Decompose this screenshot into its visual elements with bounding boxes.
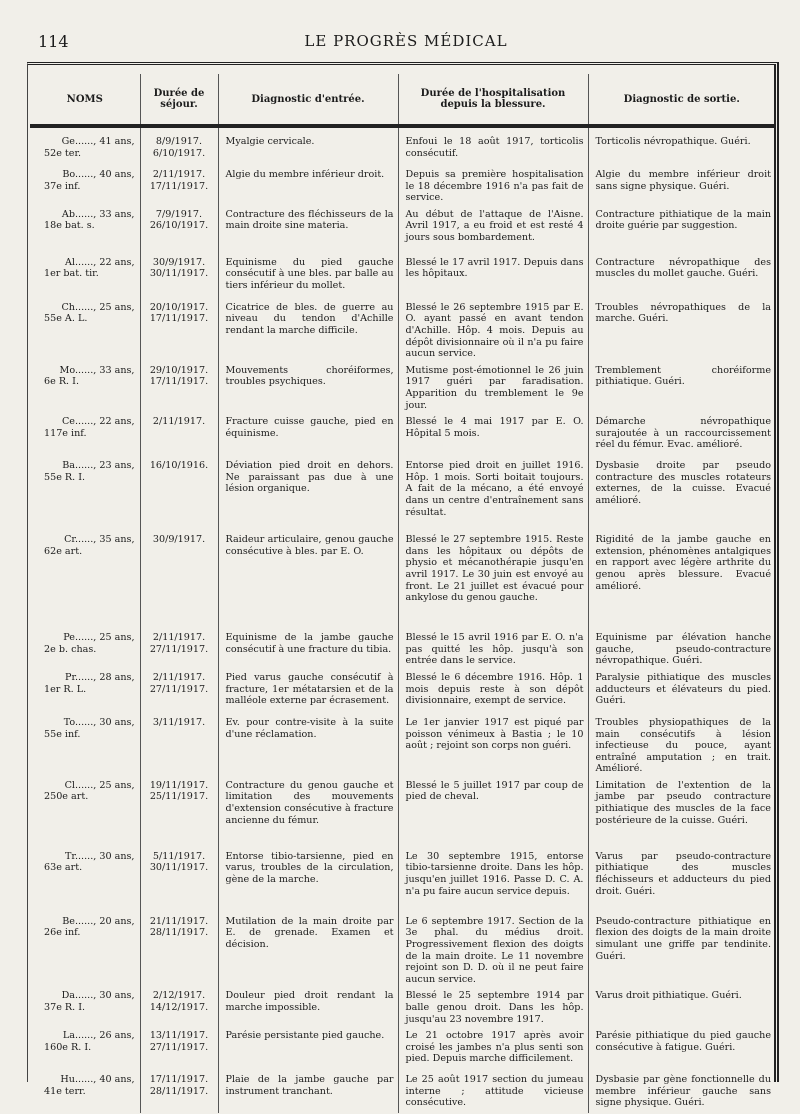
- table-row: [30, 252, 775, 297]
- stay-date: 29/10/1917.: [149, 364, 209, 376]
- stay-date: 6/10/1917.: [152, 147, 206, 159]
- hospitalisation-duration-cell: Blessé le 25 septembre 1914 par balle genou droit. Dans les hôp. jusqu'au 23 novembre 1917.: [398, 985, 588, 1025]
- patient-unit: 18e bat. s.: [44, 220, 95, 232]
- exit-diagnosis-cell: Rigidité de la jambe gauche en extension, phénomènes antalgiques en rapport avec légère arthrite du genou après blessure. Evacué amélioré.: [588, 529, 775, 627]
- stay-dates-cell: [140, 529, 218, 627]
- entry-diagnosis-cell: Cicatrice de bles. de guerre au niveau du tendon d'Achille rendant la marche difficile.: [218, 297, 398, 360]
- hospitalisation-duration-cell: Blessé le 15 avril 1916 par E. O. n'a pas quitté les hôp. jusqu'à son entrée dans le service.: [398, 627, 588, 667]
- patient-unit: 2e b. chas.: [44, 643, 97, 655]
- entry-diagnosis-cell: Fracture cuisse gauche, pied en équinisme.: [218, 411, 398, 455]
- patient-name: Bo......, 40 ans,: [62, 169, 135, 180]
- hospitalisation-duration-cell: Blessé le 26 septembre 1915 par E. O. ayant passé en avant tendon d'Achille. Hôp. 4 mois. Depuis au dépôt divisionnaire où il n'a pu faire aucun service.: [398, 297, 588, 360]
- entry-diagnosis-cell: Equinisme de la jambe gauche consécutif à une fracture du tibia.: [218, 627, 398, 667]
- hospitalisation-duration-cell: Blessé le 4 mai 1917 par E. O. Hôpital 5 mois.: [398, 411, 588, 455]
- entry-diagnosis-cell: Myalgie cervicale.: [218, 126, 398, 164]
- stay-date: 13/11/1917.: [149, 1030, 209, 1042]
- patient-unit: 37e R. I.: [44, 1002, 86, 1014]
- patient-name-cell: [30, 252, 140, 297]
- stay-dates-cell: [140, 297, 218, 360]
- stay-dates-cell: [140, 911, 218, 986]
- stay-date: 7/9/1917.: [155, 208, 203, 220]
- patient-name-cell: [30, 667, 140, 712]
- stay-date: 17/11/1917.: [149, 180, 209, 192]
- stay-dates-cell: [140, 455, 218, 529]
- exit-diagnosis-cell: Algie du membre inférieur droit sans signe physique. Guéri.: [588, 164, 775, 204]
- patient-name: Ce......, 22 ans,: [61, 416, 135, 428]
- patient-name-cell: [30, 360, 140, 411]
- stay-date: 25/11/1917.: [149, 791, 209, 803]
- hospitalisation-duration-cell: Enfoui le 18 août 1917, torticolis consécutif.: [398, 126, 588, 164]
- exit-diagnosis-cell: Paralysie pithiatique des muscles adducteurs et élévateurs du pied. Guéri.: [588, 667, 775, 712]
- patient-unit: 1er R. L.: [44, 683, 87, 695]
- patient-name-cell: [30, 455, 140, 529]
- stay-date: 19/11/1917.: [149, 779, 209, 791]
- table-row: [30, 775, 775, 846]
- exit-diagnosis-cell: Contracture névropathique des muscles du mollet gauche. Guéri.: [588, 252, 775, 297]
- patient-name-cell: [30, 1025, 140, 1069]
- patient-name-cell: [30, 1069, 140, 1113]
- table-row: [30, 712, 775, 775]
- stay-dates-cell: [140, 164, 218, 204]
- table-row: [30, 846, 775, 911]
- patient-name-cell: [30, 985, 140, 1025]
- stay-dates-cell: [140, 360, 218, 411]
- exit-diagnosis-cell: Tremblement choréiforme pithiatique. Guéri.: [588, 360, 775, 411]
- entry-diagnosis-cell: Raideur articulaire, genou gauche consécutive à bles. par E. O.: [218, 529, 398, 627]
- table-row: [30, 911, 775, 986]
- stay-date: 30/9/1917.: [152, 534, 206, 546]
- hospitalisation-duration-cell: Le 1er janvier 1917 est piqué par poisson vénimeux à Bastia ; le 10 août ; rejoint son corps non guéri.: [398, 712, 588, 775]
- patient-unit: 6e R. I.: [44, 376, 79, 388]
- stay-dates-cell: [140, 846, 218, 911]
- exit-diagnosis-cell: Pseudo-contracture pithiatique en flexion des doigts de la main droite simulant une griffe par tendinite. Guéri.: [588, 911, 775, 986]
- hospitalisation-duration-cell: Au début de l'attaque de l'Aisne. Avril 1917, a eu froid et est resté 4 jours sous bombardement.: [398, 204, 588, 252]
- exit-diagnosis-cell: Démarche névropathique surajoutée à un raccourcissement réel du fémur. Evac. amélioré.: [588, 411, 775, 455]
- patient-name: La......, 26 ans,: [62, 1030, 135, 1042]
- page-header: [30, 32, 782, 54]
- entry-diagnosis-cell: Algie du membre inférieur droit.: [218, 164, 398, 204]
- patient-unit: 55e A. L.: [44, 313, 88, 325]
- stay-dates-cell: [140, 667, 218, 712]
- exit-diagnosis-cell: Contracture pithiatique de la main droite guérie par suggestion.: [588, 204, 775, 252]
- patient-name: Ab......, 33 ans,: [61, 208, 135, 220]
- exit-diagnosis-cell: Varus par pseudo-contracture pithiatique des muscles fléchisseurs et adducteurs du pied droit. Guéri.: [588, 846, 775, 911]
- stay-date: 17/11/1917.: [149, 376, 209, 388]
- hospitalisation-duration-cell: Le 25 août 1917 section du jumeau interne ; attitude vicieuse consécutive.: [398, 1069, 588, 1113]
- stay-date: 3/11/1917.: [152, 716, 206, 728]
- patient-unit: 41e terr.: [44, 1085, 86, 1097]
- patient-unit: 160e R. I.: [44, 1041, 92, 1053]
- stay-dates-cell: [140, 126, 218, 164]
- patient-name: Da......, 30 ans,: [61, 990, 135, 1002]
- stay-dates-cell: [140, 204, 218, 252]
- header-duree-sejour: Durée de séjour.: [140, 74, 218, 126]
- patient-name: Mo......, 33 ans,: [59, 364, 135, 376]
- patient-name: Tr......, 30 ans,: [65, 850, 135, 862]
- patient-name-cell: [30, 627, 140, 667]
- hospitalisation-duration-cell: Entorse pied droit en juillet 1916. Hôp. 1 mois. Sorti boitait toujours. A fait de la mécano, a été envoyé dans un centre d'entraînement sans résultat.: [398, 455, 588, 529]
- patient-name: Cl......, 25 ans,: [64, 779, 135, 791]
- stay-date: 30/9/1917.: [152, 256, 206, 268]
- patient-name: Ch......, 25 ans,: [61, 301, 135, 313]
- patient-name-cell: [30, 126, 140, 164]
- table-row: [30, 1069, 775, 1113]
- hospitalisation-duration-cell: Depuis sa première hospitalisation le 18 décembre 1916 n'a pas fait de service.: [398, 164, 588, 204]
- entry-diagnosis-cell: Douleur pied droit rendant la marche impossible.: [218, 985, 398, 1025]
- entry-diagnosis-cell: Mutilation de la main droite par E. de grenade. Examen et décision.: [218, 911, 398, 986]
- patient-unit: 117e inf.: [44, 427, 87, 439]
- patient-unit: 37e inf.: [44, 180, 81, 192]
- stay-date: 2/11/1917.: [152, 671, 206, 683]
- table-row: [30, 164, 775, 204]
- entry-diagnosis-cell: Plaie de la jambe gauche par instrument tranchant.: [218, 1069, 398, 1113]
- page-number: 114: [38, 32, 69, 51]
- exit-diagnosis-cell: Dysbasie droite par pseudo contracture des muscles rotateurs externes, de la cuisse. Evacué amélioré.: [588, 455, 775, 529]
- stay-dates-cell: [140, 985, 218, 1025]
- stay-date: 8/9/1917.: [155, 136, 203, 147]
- table-body: [30, 126, 775, 1113]
- exit-diagnosis-cell: Varus droit pithiatique. Guéri.: [588, 985, 775, 1025]
- header-diagnostic-sortie: Diagnostic de sortie.: [588, 74, 775, 126]
- patient-name: Cr......, 35 ans,: [64, 534, 135, 546]
- hospitalisation-duration-cell: Blessé le 5 juillet 1917 par coup de pied de cheval.: [398, 775, 588, 846]
- patient-name: Ba......, 23 ans,: [62, 460, 135, 472]
- stay-date: 28/11/1917.: [149, 1085, 209, 1097]
- exit-diagnosis-cell: Equinisme par élévation hanche gauche, pseudo-contracture névropathique. Guéri.: [588, 627, 775, 667]
- entry-diagnosis-cell: Pied varus gauche consécutif à fracture, 1er métatarsien et de la malléole externe par écrasement.: [218, 667, 398, 712]
- stay-date: 27/11/1917.: [149, 643, 209, 655]
- patient-name-cell: [30, 297, 140, 360]
- patient-unit: 55e R. I.: [44, 471, 86, 483]
- entry-diagnosis-cell: Contracture des fléchisseurs de la main droite sine materia.: [218, 204, 398, 252]
- table-row: [30, 411, 775, 455]
- patient-unit: 1er bat. tir.: [44, 268, 99, 280]
- patient-name: Al......, 22 ans,: [64, 256, 135, 268]
- patient-name: Be......, 20 ans,: [62, 915, 135, 927]
- stay-dates-cell: [140, 775, 218, 846]
- table-row: [30, 455, 775, 529]
- table-row: [30, 1025, 775, 1069]
- stay-date: 26/10/1917.: [149, 220, 209, 232]
- patient-name: Pe......, 25 ans,: [63, 632, 135, 644]
- table-row: [30, 126, 775, 164]
- patient-name: Hu......, 40 ans,: [60, 1074, 135, 1086]
- hospitalisation-duration-cell: Blessé le 17 avril 1917. Depuis dans les hôpitaux.: [398, 252, 588, 297]
- entry-diagnosis-cell: Parésie persistante pied gauche.: [218, 1025, 398, 1069]
- patient-unit: 55e inf.: [44, 728, 81, 740]
- stay-date: 27/11/1917.: [149, 1041, 209, 1053]
- table-header-row: [30, 74, 775, 126]
- stay-date: 30/11/1917.: [149, 862, 209, 874]
- stay-date: 2/11/1917.: [152, 632, 206, 644]
- patient-name-cell: [30, 411, 140, 455]
- stay-date: 2/12/1917.: [152, 990, 206, 1002]
- table-row: [30, 529, 775, 627]
- table-row: [30, 627, 775, 667]
- table-row: [30, 667, 775, 712]
- entry-diagnosis-cell: Equinisme du pied gauche consécutif à une bles. par balle au tiers inférieur du mollet.: [218, 252, 398, 297]
- stay-dates-cell: [140, 1025, 218, 1069]
- patient-name-cell: [30, 164, 140, 204]
- entry-diagnosis-cell: Mouvements choréiformes, troubles psychiques.: [218, 360, 398, 411]
- stay-dates-cell: [140, 627, 218, 667]
- stay-date: 5/11/1917.: [152, 850, 206, 862]
- patient-unit: 63e art.: [44, 862, 83, 874]
- table-row: [30, 204, 775, 252]
- entry-diagnosis-cell: Contracture du genou gauche et limitation des mouvements d'extension consécutive à fracture ancienne du fémur.: [218, 775, 398, 846]
- header-duree-hospitalisation: Durée de l'hospitalisation depuis la blessure.: [398, 74, 588, 126]
- patient-unit: 26e inf.: [44, 927, 81, 939]
- stay-date: 16/10/1916.: [149, 460, 209, 472]
- journal-title: LE PROGRÈS MÉDICAL: [304, 32, 508, 50]
- hospitalisation-duration-cell: Le 21 octobre 1917 après avoir croisé les jambes n'a plus senti son pied. Depuis marche difficilement.: [398, 1025, 588, 1069]
- stay-date: 28/11/1917.: [149, 927, 209, 939]
- patient-name-cell: [30, 775, 140, 846]
- table-row: [30, 297, 775, 360]
- patient-name-cell: [30, 911, 140, 986]
- hospitalisation-duration-cell: Le 30 septembre 1915, entorse tibio-tarsienne droite. Dans les hôp. jusqu'en juillet 1916. Passe D. C. A. n'a pu faire aucun service depuis.: [398, 846, 588, 911]
- stay-dates-cell: [140, 1069, 218, 1113]
- stay-date: 2/11/1917.: [152, 169, 206, 180]
- exit-diagnosis-cell: Parésie pithiatique du pied gauche consécutive à fatigue. Guéri.: [588, 1025, 775, 1069]
- stay-date: 21/11/1917.: [149, 915, 209, 927]
- stay-date: 17/11/1917.: [149, 1074, 209, 1086]
- stay-date: 14/12/1917.: [149, 1002, 209, 1014]
- stay-date: 20/10/1917.: [149, 301, 209, 313]
- exit-diagnosis-cell: Troubles physiopathiques de la main consécutifs à lésion infectieuse du pouce, ayant entraîné amputation ; en trait. Amélioré.: [588, 712, 775, 775]
- exit-diagnosis-cell: Torticolis névropathique. Guéri.: [588, 126, 775, 164]
- stay-date: 30/11/1917.: [149, 268, 209, 280]
- entry-diagnosis-cell: Entorse tibio-tarsienne, pied en varus, troubles de la circulation, gène de la marche.: [218, 846, 398, 911]
- stay-dates-cell: [140, 712, 218, 775]
- hospitalisation-duration-cell: Mutisme post-émotionnel le 26 juin 1917 guéri par faradisation. Apparition du tremblement le 9e jour.: [398, 360, 588, 411]
- entry-diagnosis-cell: Déviation pied droit en dehors. Ne paraissant pas due à une lésion organique.: [218, 455, 398, 529]
- stay-date: 2/11/1917.: [152, 416, 206, 428]
- hospitalisation-duration-cell: Le 6 septembre 1917. Section de la 3e phal. du médius droit. Progressivement flexion des doigts de la main droite. Le 11 novembre rejoint son D. D. où il ne peut faire aucun service.: [398, 911, 588, 986]
- patient-unit: 62e art.: [44, 545, 83, 557]
- exit-diagnosis-cell: Limitation de l'extention de la jambe par pseudo contracture pithiatique des muscles de la face postérieure de la cuisse. Guéri.: [588, 775, 775, 846]
- patient-name-cell: [30, 204, 140, 252]
- exit-diagnosis-cell: Troubles névropathiques de la marche. Guéri.: [588, 297, 775, 360]
- patient-unit: 250e art.: [44, 791, 89, 803]
- header-noms: NOMS: [30, 74, 140, 126]
- stay-dates-cell: [140, 411, 218, 455]
- table-row: [30, 985, 775, 1025]
- stay-date: 17/11/1917.: [149, 313, 209, 325]
- patient-name: Ge......, 41 ans,: [61, 136, 135, 147]
- hospitalisation-duration-cell: Blessé le 27 septembre 1915. Reste dans les hôpitaux ou dépôts de physio et mécanothérapie jusqu'en avril 1917. Le 30 juin est envoyé au front. Le 21 juillet est évacué pour ankylose du genou gauche.: [398, 529, 588, 627]
- patient-table: [30, 74, 775, 1113]
- entry-diagnosis-cell: Ev. pour contre-visite à la suite d'une réclamation.: [218, 712, 398, 775]
- stay-date: 27/11/1917.: [149, 683, 209, 695]
- patient-name-cell: [30, 529, 140, 627]
- patient-name: Pr......, 28 ans,: [64, 671, 135, 683]
- stay-dates-cell: [140, 252, 218, 297]
- patient-unit: 52e ter.: [44, 147, 82, 159]
- patient-name-cell: [30, 712, 140, 775]
- header-diagnostic-entree: Diagnostic d'entrée.: [218, 74, 398, 126]
- table-row: [30, 360, 775, 411]
- hospitalisation-duration-cell: Blessé le 6 décembre 1916. Hôp. 1 mois depuis reste à son dépôt divisionnaire, exempt de service.: [398, 667, 588, 712]
- patient-name-cell: [30, 846, 140, 911]
- patient-name: To......, 30 ans,: [63, 716, 135, 728]
- exit-diagnosis-cell: Dysbasie par gène fonctionnelle du membre inférieur gauche sans signe physique. Guéri.: [588, 1069, 775, 1113]
